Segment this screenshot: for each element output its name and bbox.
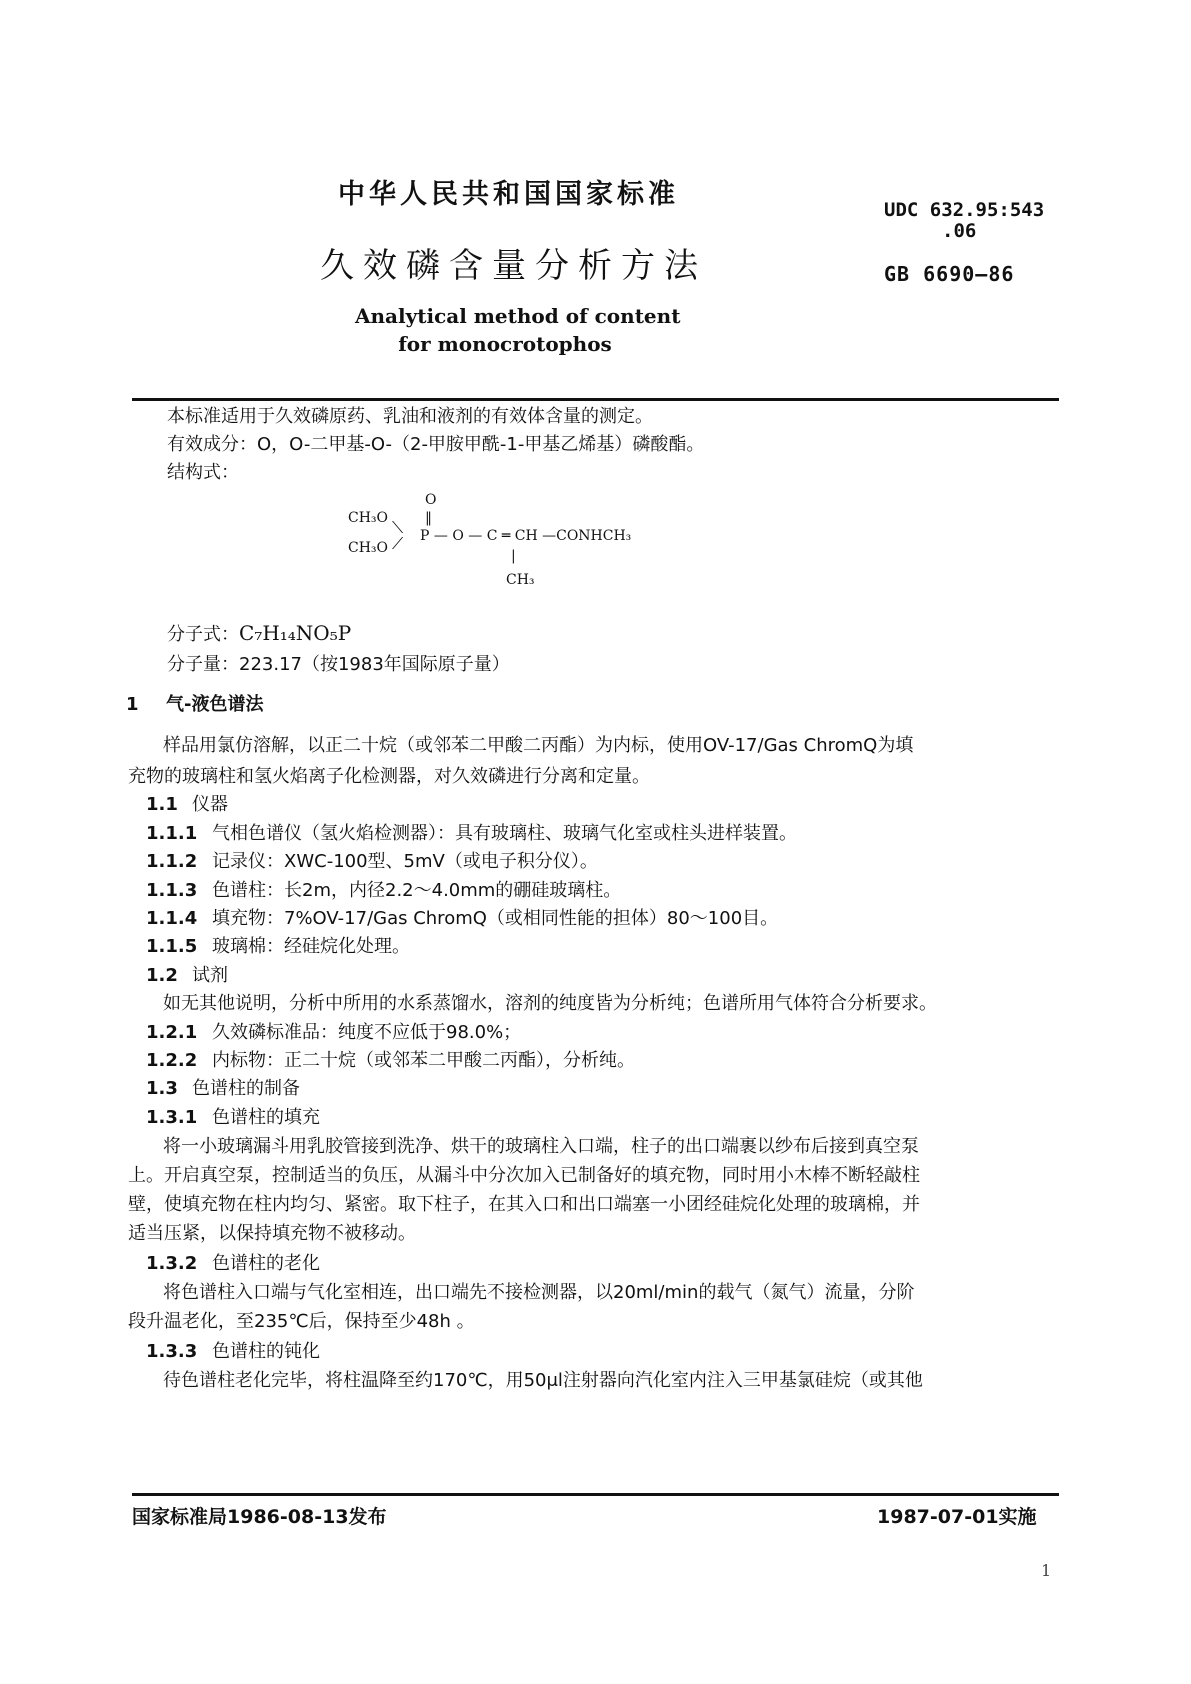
scope-text: 本标准适用于久效磷原药、乳油和液剂的有效体含量的测定。 — [167, 406, 653, 427]
structure-bond-lower: ⟋ — [392, 534, 404, 553]
molecular-formula-label: 分子式： — [167, 624, 239, 645]
fill-para-line-4: 适当压紧，以保持填充物不被移动。 — [128, 1223, 416, 1244]
item-text: 记录仪：XWC-100型、5mV（或电子积分仪）。 — [212, 851, 598, 872]
item-1-1-2 — [146, 847, 598, 873]
item-text: 填充物：7%OV-17/Gas ChromQ（或相同性能的担体）80～100目。 — [212, 908, 779, 929]
item-number: 1.2.2 — [146, 1050, 198, 1071]
item-number: 1.1.1 — [146, 823, 198, 844]
item-number: 1.1.4 — [146, 908, 198, 929]
structure-oxygen-top: O — [425, 492, 437, 508]
item-text: 色谱柱的老化 — [212, 1253, 320, 1274]
item-text: 久效磷标准品：纯度不应低于98.0%； — [212, 1022, 522, 1043]
structure-single-bond: | — [511, 548, 516, 564]
section-1-heading — [126, 690, 263, 716]
item-text: 试剂 — [192, 965, 228, 986]
item-text: 色谱柱的制备 — [192, 1078, 300, 1099]
item-1-3-2 — [146, 1249, 320, 1275]
item-number: 1.1.2 — [146, 851, 198, 872]
item-text: 仪器 — [192, 794, 228, 815]
udc-line-1: UDC 632.95:543 — [884, 199, 1045, 221]
passivation-line-1: 待色谱柱老化完毕，将柱温降至约170℃，用50μl注射器向汽化室内注入三甲基氯硅烷（或其他 — [163, 1370, 923, 1391]
aging-line-1: 将色谱柱入口端与气化室相连，出口端先不接检测器，以20ml/min的载气（氮气）流量，分阶 — [163, 1282, 915, 1303]
aging-line-2: 段升温老化，至235℃后，保持至少48h 。 — [128, 1311, 475, 1332]
section-1-intro-line-2: 充物的玻璃柱和氢火焰离子化检测器，对久效磷进行分离和定量。 — [128, 766, 650, 787]
gb-number: GB 6690—86 — [884, 262, 1015, 286]
document-title-chinese: 久效磷含量分析方法 — [320, 246, 707, 286]
structure-bond-upper: ⟍ — [392, 518, 404, 537]
structure-double-bond: ‖ — [425, 510, 432, 526]
molecular-formula-value: C₇H₁₄NO₅P — [239, 621, 352, 645]
reagent-note: 如无其他说明，分析中所用的水系蒸馏水，溶剂的纯度皆为分析纯；色谱所用气体符合分析要求。 — [163, 993, 937, 1014]
item-1-3-3 — [146, 1337, 320, 1363]
issued-date: 国家标准局1986-08-13发布 — [132, 1506, 387, 1528]
section-1-intro-line-1: 样品用氯仿溶解，以正二十烷（或邻苯二甲酸二丙酯）为内标，使用OV-17/Gas ChromQ为填 — [163, 735, 914, 756]
bottom-divider — [132, 1493, 1059, 1496]
item-text: 色谱柱：长2m，内径2.2～4.0mm的硼硅玻璃柱。 — [212, 880, 622, 901]
item-text: 色谱柱的钝化 — [212, 1341, 320, 1362]
item-number: 1.3.1 — [146, 1107, 198, 1128]
fill-para-line-2: 上。开启真空泵，控制适当的负压，从漏斗中分次加入已制备好的填充物，同时用小木棒不断轻敲柱 — [128, 1165, 920, 1186]
item-text: 气相色谱仪（氢火焰检测器）：具有玻璃柱、玻璃气化室或柱头进样装置。 — [212, 823, 797, 844]
effective-date: 1987-07-01实施 — [877, 1506, 1037, 1528]
molecular-formula — [167, 620, 351, 646]
section-1-title: 气-液色谱法 — [166, 694, 264, 715]
molecular-weight: 分子量：223.17（按1983年国际原子量） — [167, 654, 510, 675]
item-1-1-1 — [146, 819, 797, 845]
item-1-1-4 — [146, 904, 778, 930]
item-number: 1.3.2 — [146, 1253, 198, 1274]
item-number: 1.1 — [146, 794, 178, 815]
item-1-2-2 — [146, 1046, 635, 1072]
item-text: 内标物：正二十烷（或邻苯二甲酸二丙酯），分析纯。 — [212, 1050, 635, 1071]
structure-label: 结构式： — [167, 462, 239, 483]
top-divider — [132, 398, 1059, 401]
structure-ch3o-1: CH₃O — [348, 510, 389, 526]
document-title-english — [355, 302, 681, 358]
udc-line-2: .06 — [942, 220, 977, 242]
item-number: 1.2.1 — [146, 1022, 198, 1043]
section-1-number: 1 — [126, 694, 139, 715]
item-number: 1.3 — [146, 1078, 178, 1099]
item-1-2-1 — [146, 1018, 521, 1044]
title-english-line-2: for monocrotophos — [398, 332, 612, 356]
fill-para-line-1: 将一小玻璃漏斗用乳胶管接到洗净、烘干的玻璃柱入口端，柱子的出口端裹以纱布后接到真空泵 — [163, 1136, 919, 1157]
item-text: 玻璃棉：经硅烷化处理。 — [212, 936, 410, 957]
item-number: 1.2 — [146, 965, 178, 986]
page-number: 1 — [1041, 1561, 1052, 1580]
structure-ch3o-2: CH₃O — [348, 540, 389, 556]
item-text: 色谱柱的填充 — [212, 1107, 320, 1128]
item-1-3 — [146, 1074, 300, 1100]
item-number: 1.3.3 — [146, 1341, 198, 1362]
active-ingredient-text: 有效成分：O，O-二甲基-O-（2-甲胺甲酰-1-甲基乙烯基）磷酸酯。 — [167, 434, 705, 455]
fill-para-line-3: 壁，使填充物在柱内均匀、紧密。取下柱子，在其入口和出口端塞一小团经硅烷化处理的玻璃棉，并 — [128, 1194, 920, 1215]
item-1-3-1 — [146, 1103, 320, 1129]
item-1-2 — [146, 961, 228, 987]
structural-formula — [348, 492, 770, 648]
structure-main-chain: P — O — C ═ CH —CONHCH₃ — [420, 528, 632, 544]
item-1-1-5 — [146, 932, 410, 958]
item-number: 1.1.5 — [146, 936, 198, 957]
national-standard-heading: 中华人民共和国国家标准 — [338, 179, 679, 210]
udc-code — [884, 200, 1044, 242]
item-number: 1.1.3 — [146, 880, 198, 901]
structure-ch3-bottom: CH₃ — [506, 572, 535, 588]
title-english-line-1: Analytical method of content — [355, 304, 681, 328]
item-1-1 — [146, 790, 228, 816]
item-1-1-3 — [146, 876, 621, 902]
